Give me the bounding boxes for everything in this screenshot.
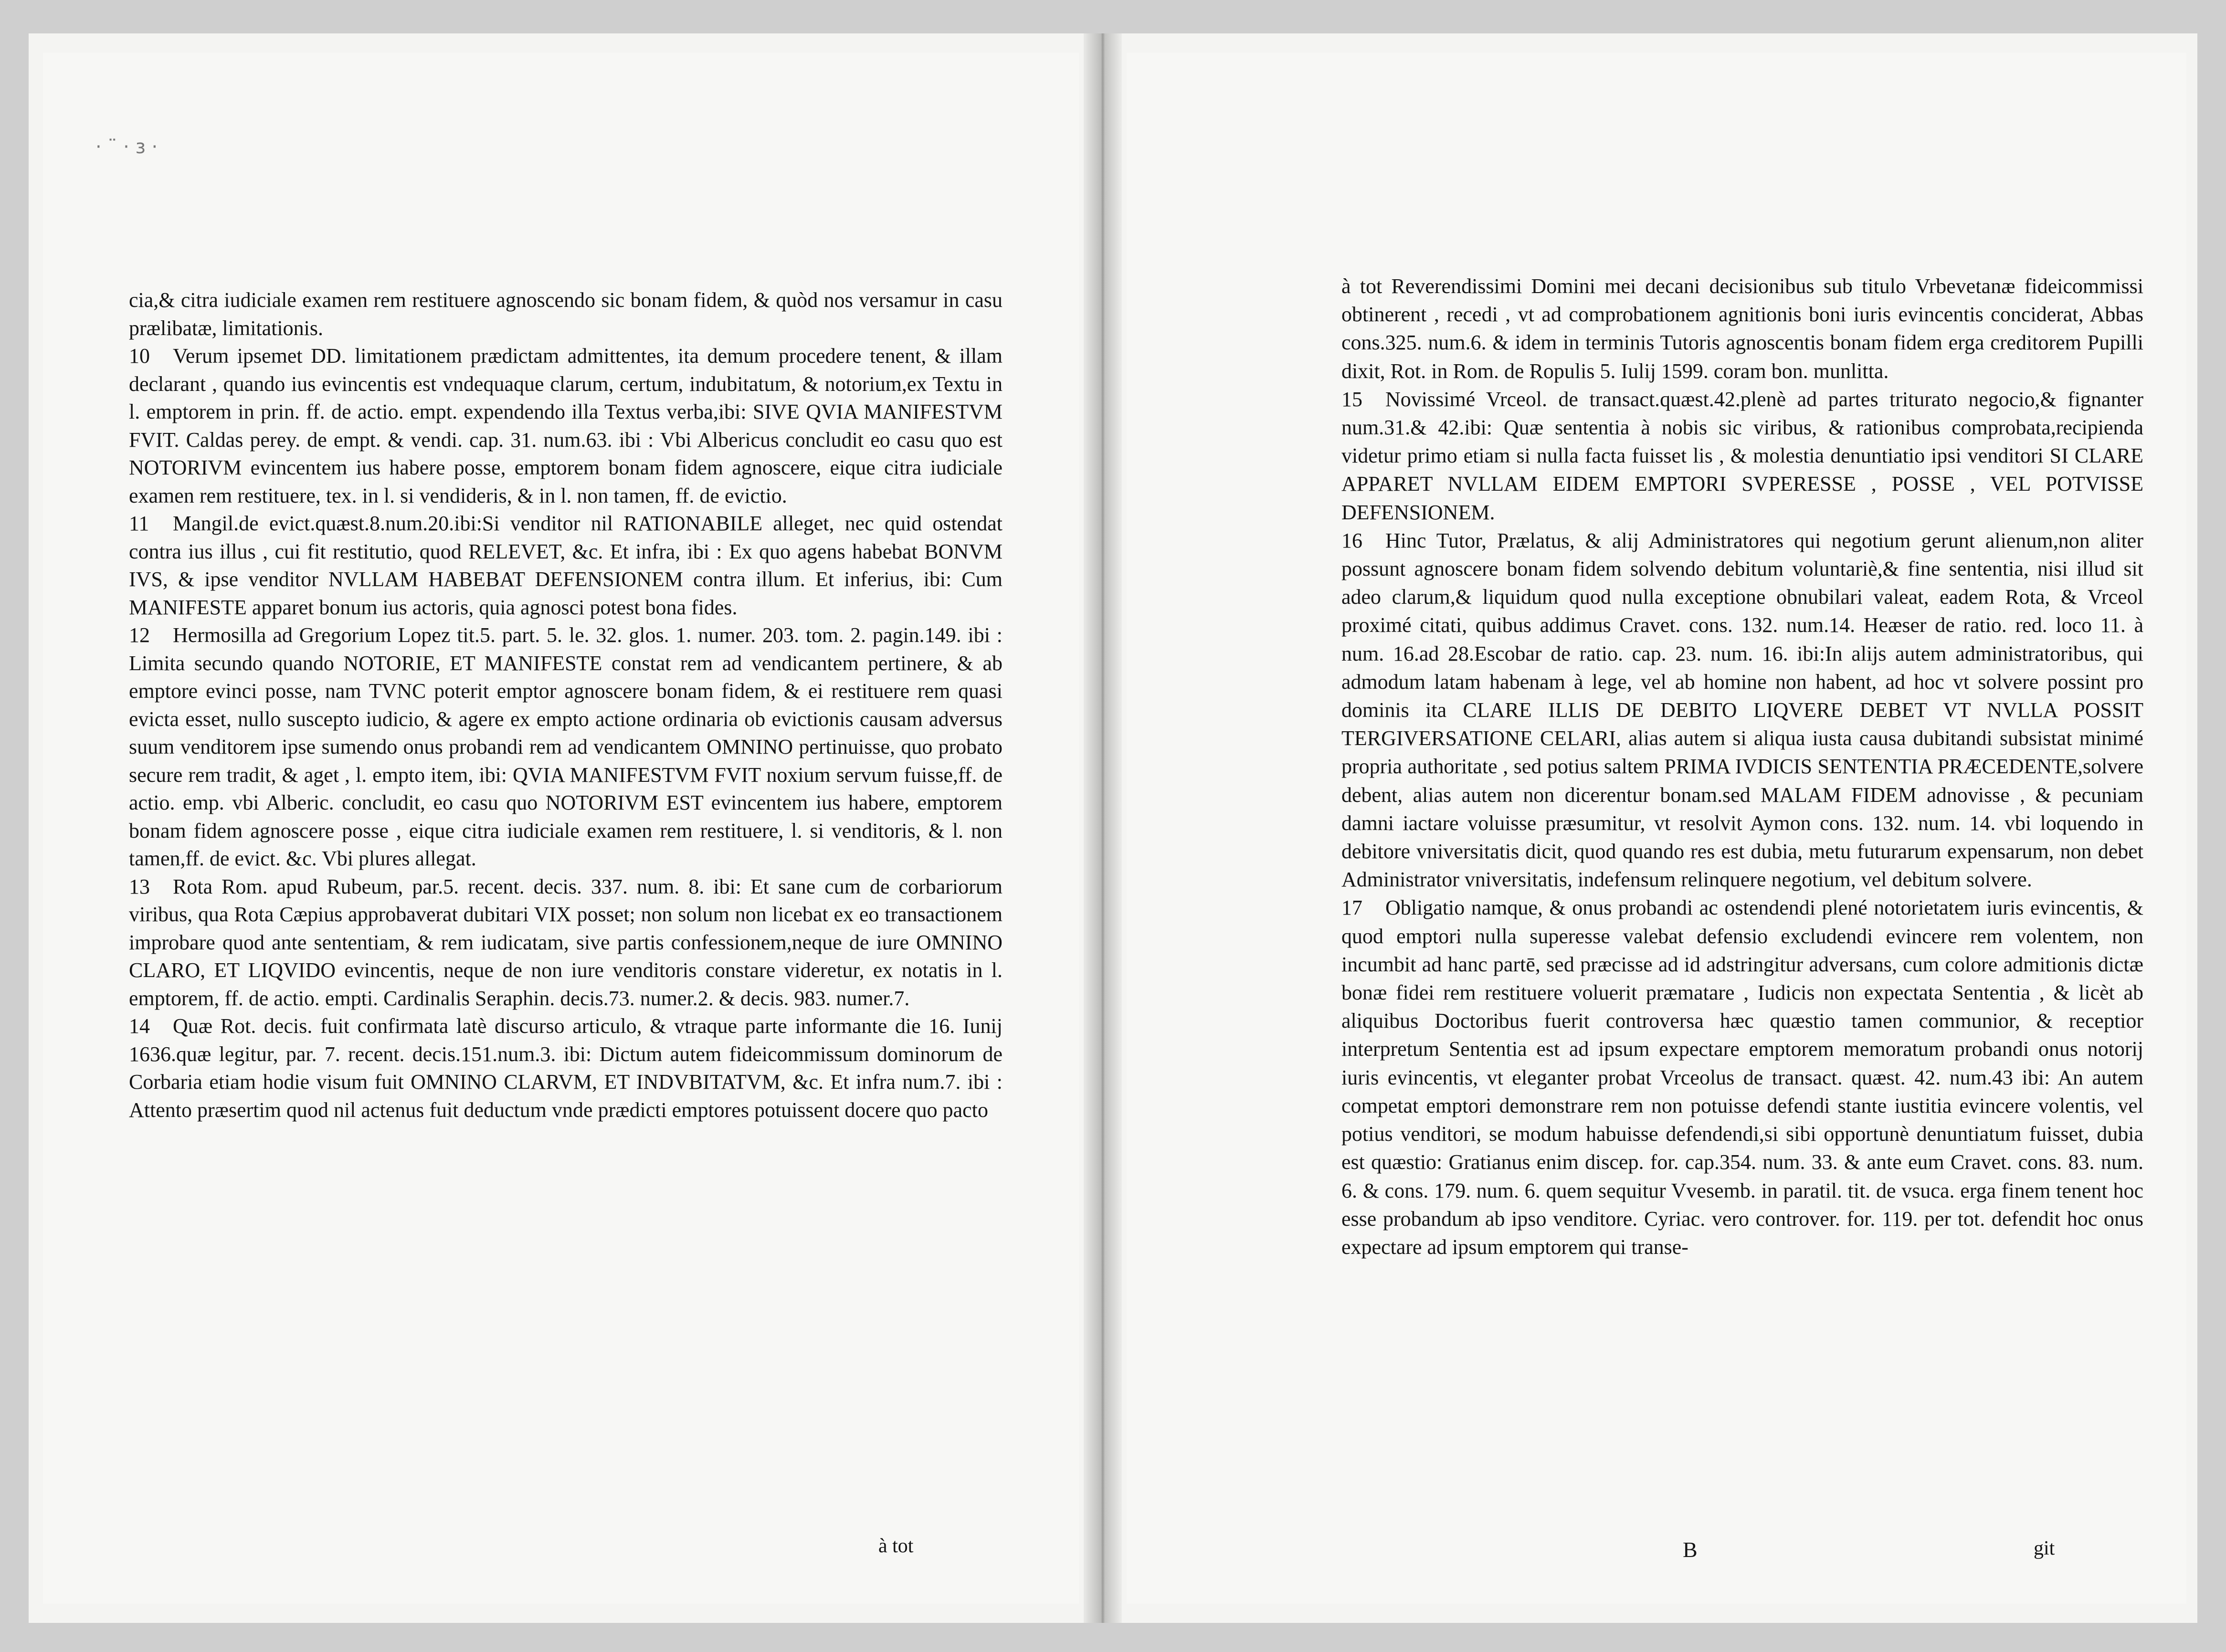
left-page-text bbox=[129, 286, 1002, 1124]
paragraph bbox=[129, 510, 1002, 621]
paragraph-number: 15 bbox=[1341, 387, 1362, 411]
paragraph bbox=[1341, 272, 2143, 385]
paragraph bbox=[129, 342, 1002, 510]
paragraph bbox=[1341, 526, 2143, 894]
paragraph bbox=[129, 873, 1002, 1013]
paragraph-text: Verum ipsemet DD. limitationem prædictam admittentes, ita demum procedere tenent, & illam declarant , quando ius evincentis est vndequaque clarum, certum, indubitatum, & notorium,ex Textu in l. emptorem in prin. ff. de actio. empt. expendendo illa Textus verba,ibi: SIVE QVIA MANIFESTVM FVIT. Caldas perey. de empt. & vendi. cap. 31. num.63. ibi : Vbi Albericus concludit eo casu quo est NOTORIVM evincentem ius habere posse, emptorem bonam fidem agnoscere, eique citra iudiciale examen rem restituere, tex. in l. si vendideris, & in l. non tamen, ff. de evictio. bbox=[129, 344, 1002, 507]
gutter-fold bbox=[1084, 33, 1122, 1623]
paragraph-number: 16 bbox=[1341, 528, 1362, 552]
paragraph-text: Hinc Tutor, Prælatus, & alij Administratores qui negotium gerunt alienum,non aliter possunt agnoscere bonam fidem solvendo debitum voluntariè,& fine sententia, nisi illud sit adeo clarum,& liquidum quod nulla exceptione obnubilari valeat, eadem Rota, & Vrceol proximé citati, quibus addimus Cravet. cons. 132. num.14. Heæser de ratio. red. loco 11. à num. 16.ad 28.Escobar de ratio. cap. 23. num. 16. ibi:In alijs autem administratoribus, qui admodum latam habenam à lege, vel ab homine non habent, ad hoc vt solvere possint pro dominis ita CLARE ILLIS DE DEBITO LIQVERE DEBET VT NVLLA POSSIT TERGIVERSATIONE CELARI, alias autem si aliqua iusta causa dubitandi subsistat minimé propria authoritate , sed potius saltem PRIMA IVDICIS SENTENTIA PRÆCEDENTE,solvere debent, alias autem non dicerentur bonam.sed MALAM FIDEM adnovisse , & pecuniam damni iactare voluisse præsumitur, vt resolvit Aymon cons. 132. num. 14. vbi loquendo in debitore vniversitatis dicit, quod quando res est dubia, metu futurarum expensarum, non debet Administrator vniversitatis, indefensum relinquere negotium, vel debitum solvere. bbox=[1341, 528, 2143, 892]
left-corner-note: · ¨ · ɜ · bbox=[95, 136, 158, 158]
paragraph bbox=[129, 286, 1002, 342]
paragraph bbox=[129, 1012, 1002, 1124]
paragraph-text: Novissimé Vrceol. de transact.quæst.42.plenè ad partes triturato negocio,& fignanter num.31.& 42.ibi: Quæ sententia à nobis sic viribus, & rationibus comprobata,recipienda videtur primo etiam si nulla facta fuisset lis , & molestia denuntiatio ipsi venditori SI CLARE APPARET NVLLAM EIDEM EMPTORI SVPERESSE , POSSE , VEL POTVISSE DEFENSIONEM. bbox=[1341, 387, 2143, 524]
signature-mark: B bbox=[1683, 1537, 1698, 1562]
paragraph-text: cia,& citra iudiciale examen rem restituere agnoscendo sic bonam fidem, & quòd nos versamur in casu prælibatæ, limitationis. bbox=[129, 288, 1002, 340]
paragraph-text: Obligatio namque, & onus probandi ac ostendendi plené notorietatem iuris evincentis, & quod emptori nulla superesse valebat defensio excludendi evincere rem volentem, non incumbit ad hanc partē, sed præcisse ad id adstringitur adversans, cum colore admitionis dictæ bonæ fidei rem restituere voluerit præmatare , Iudicis non expectata Sententia , & licèt ab aliquibus Doctoribus fuerit controversa hæc quæstio tamen communior, & receptior interpretum Sententia est ad ipsum expectare emptorem memoratum probandi onus notorij iuris evincentis, vt eleganter probat Vrceolus de transact. quæst. 42. num.43 ibi: An autem competat emptori demonstrare rem non potuisse defendi stante iustitia evincere volentis, vel potius venditori, se modum habuisse defendendi,si sibi opportunè denuntiatum fuisset, dubia est quæstio: Gratianus enim discep. for. cap.354. num. 33. & ante eum Cravet. cons. 83. num. 6. & cons. 179. num. 6. quem sequitur Vvesemb. in paratil. tit. de vsuca. erga finem tenent hoc esse probandum ab ipso venditore. Cyriac. vero controver. for. 119. per tot. defendit hoc onus expectare ad ipsum emptorem qui transe- bbox=[1341, 896, 2143, 1259]
paragraph-number: 17 bbox=[1341, 896, 1362, 920]
paragraph-text: Rota Rom. apud Rubeum, par.5. recent. decis. 337. num. 8. ibi: Et sane cum de corbariorum viribus, qua Rota Cæpius approbaverat dubitari VIX posset; non solum non licebat ex eo transactionem improbare quod ante sententiam, & rem iudicatam, sive partis confessionem,neque de iure OMNINO CLARO, ET LIQVIDO evincentis, neque de non iure venditoris constare videretur, ex notatis in l. emptorem, ff. de actio. empti. Cardinalis Seraphin. decis.73. numer.2. & decis. 983. numer.7. bbox=[129, 874, 1002, 1010]
catchword: git bbox=[2034, 1537, 2055, 1559]
paragraph-number: 10 bbox=[129, 344, 150, 368]
left-page bbox=[43, 53, 1079, 1604]
right-page bbox=[1127, 53, 2186, 1604]
paragraph bbox=[129, 621, 1002, 873]
paragraph bbox=[1341, 385, 2143, 526]
paragraph-number: 12 bbox=[129, 623, 150, 647]
paragraph bbox=[1341, 894, 2143, 1261]
paragraph-text: Quæ Rot. decis. fuit confirmata latè discurso articulo, & vtraque parte informante die 16. Iunij 1636.quæ legitur, par. 7. recent. decis.151.num.3. ibi: Dictum autem fideicommissum dominorum de Corbaria etiam hodie visum fuit OMNINO CLARVM, ET INDVBITATVM, &c. Et infra num.7. ibi : Attento præsertim quod nil actenus fuit deductum vnde prædicti emptores potuissent docere quo pacto bbox=[129, 1014, 1002, 1122]
book-spread bbox=[29, 33, 2197, 1623]
paragraph-number: 13 bbox=[129, 874, 150, 898]
paragraph-number: 14 bbox=[129, 1014, 150, 1038]
catchword: à tot bbox=[878, 1535, 914, 1557]
paragraph-number: 11 bbox=[129, 512, 149, 535]
paragraph-text: à tot Reverendissimi Domini mei decani decisionibus sub titulo Vrbevetanæ fideicommissi obtinerent , recedi , vt ad comprobationem agnitionis boni iuris evincentis conciderat, Abbas cons.325. num.6. & idem in terminis Tutoris agnoscentis bonam fidem erga creditorem Pupilli dixit, Rot. in Rom. de Ropulis 5. Iulij 1599. coram bon. munlitta. bbox=[1341, 274, 2143, 383]
right-page-text bbox=[1341, 272, 2143, 1261]
paragraph-text: Hermosilla ad Gregorium Lopez tit.5. part. 5. le. 32. glos. 1. numer. 203. tom. 2. pagin.149. ibi : Limita secundo quando NOTORIE, ET MANIFESTE constat rem ad vendicantem pertinere, & ab emptore evinci posse, nam TVNC poterit emptor agnoscere bonam fidem, & ei restituere rem quasi evicta esset, nullo suscepto iudicio, & agere ex empto actione ordinaria ob evictionis causam adversus suum venditorem ipse sumendo onus probandi rem ad vendicantem OMNINO pertinuisse, quo probato secure rem tradit, & aget , l. empto item, ibi: QVIA MANIFESTVM FVIT noxium servum fuisse,ff. de actio. emp. vbi Alberic. concludit, eo casu quo NOTORIVM EST evincentem ius habere, emptorem bonam fidem agnoscere posse , eique citra iudiciale examen rem restituere, l. si venditoris, & l. non tamen,ff. de evict. &c. Vbi plures allegat. bbox=[129, 623, 1002, 870]
paragraph-text: Mangil.de evict.quæst.8.num.20.ibi:Si venditor nil RATIONABILE alleget, nec quid ostendat contra ius illus , cui fit restitutio, quod RELEVET, &c. Et infra, ibi : Ex quo agens habebat BONVM IVS, & ipse venditor NVLLAM HABEBAT DEFENSIONEM contra illum. Et inferius, ibi: Cum MANIFESTE apparet bonum ius actoris, quia agnosci potest bona fides. bbox=[129, 512, 1002, 619]
